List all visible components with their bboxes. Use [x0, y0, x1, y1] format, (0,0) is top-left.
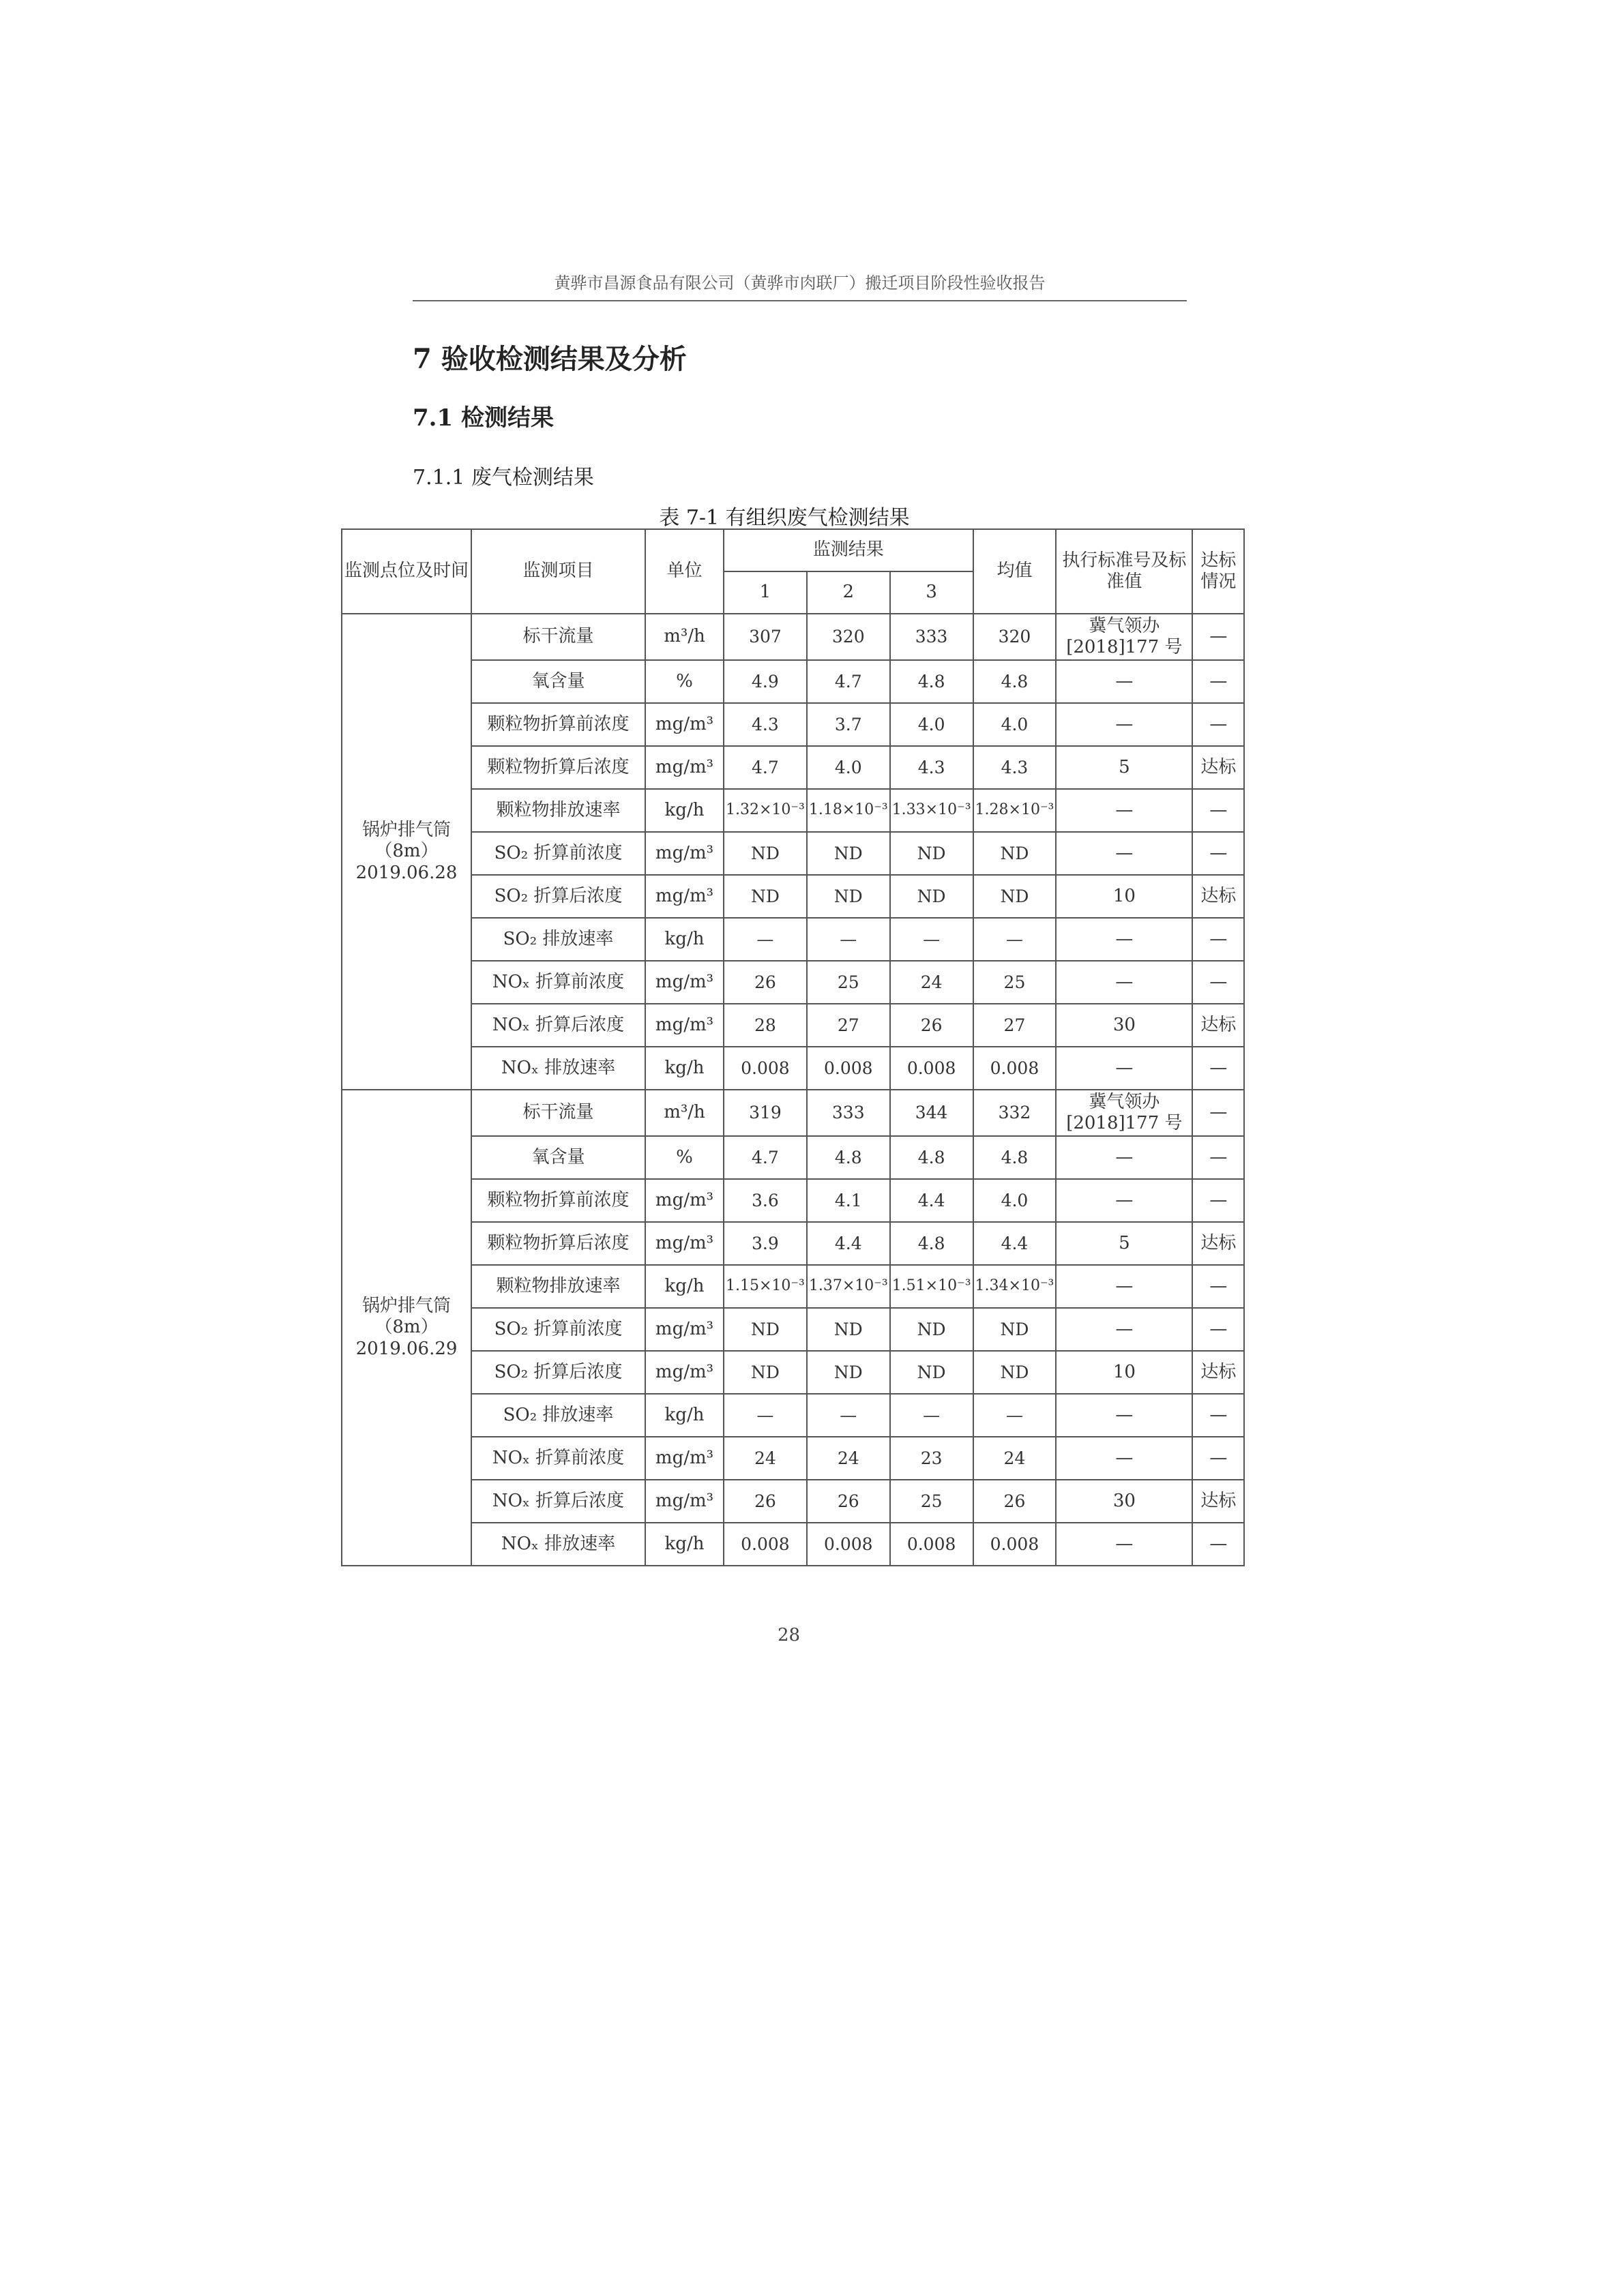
result-1-cell: 1.15×10⁻³: [724, 1265, 807, 1308]
table-row: [342, 703, 1244, 746]
mean-cell: 1.28×10⁻³: [973, 789, 1057, 832]
result-3-cell: 0.008: [890, 1047, 973, 1090]
standard-cell: —: [1056, 1179, 1192, 1222]
standard-cell: —: [1056, 1523, 1192, 1566]
standard-cell: —: [1056, 1047, 1192, 1090]
status-cell: —: [1192, 1437, 1244, 1480]
mean-cell: 0.008: [973, 1523, 1057, 1566]
table-row: [342, 1179, 1244, 1222]
item-cell: NOₓ 排放速率: [471, 1047, 645, 1090]
status-cell: 达标: [1192, 1480, 1244, 1523]
status-cell: —: [1192, 1047, 1244, 1090]
result-2-cell: 4.7: [807, 660, 890, 703]
table-row: [342, 1437, 1244, 1480]
result-1-cell: 0.008: [724, 1047, 807, 1090]
item-cell: 氧含量: [471, 1136, 645, 1179]
result-2-cell: ND: [807, 832, 890, 875]
item-cell: NOₓ 折算后浓度: [471, 1480, 645, 1523]
table-row: [342, 746, 1244, 789]
result-1-cell: ND: [724, 832, 807, 875]
result-3-cell: 4.8: [890, 660, 973, 703]
item-cell: 标干流量: [471, 1090, 645, 1136]
standard-cell: —: [1056, 1308, 1192, 1351]
result-2-cell: 26: [807, 1480, 890, 1523]
table-caption: 表 7-1 有组织废气检测结果: [659, 506, 910, 530]
standard-cell: —: [1056, 918, 1192, 961]
status-cell: 达标: [1192, 746, 1244, 789]
unit-cell: mg/m³: [645, 1179, 724, 1222]
result-2-cell: 333: [807, 1090, 890, 1136]
mean-cell: 4.0: [973, 1179, 1057, 1222]
item-cell: 颗粒物折算前浓度: [471, 703, 645, 746]
result-3-cell: ND: [890, 1351, 973, 1394]
table-row: [342, 1136, 1244, 1179]
result-3-cell: 4.8: [890, 1136, 973, 1179]
result-1-cell: ND: [724, 1351, 807, 1394]
standard-cell: —: [1056, 961, 1192, 1004]
mean-cell: 4.3: [973, 746, 1057, 789]
mean-cell: ND: [973, 832, 1057, 875]
standard-cell: 5: [1056, 746, 1192, 789]
unit-cell: mg/m³: [645, 1437, 724, 1480]
result-2-cell: —: [807, 918, 890, 961]
result-2-cell: 1.37×10⁻³: [807, 1265, 890, 1308]
result-3-cell: 0.008: [890, 1523, 973, 1566]
location-cell: 锅炉排气筒（8m）2019.06.29: [342, 1090, 471, 1566]
status-cell: 达标: [1192, 1004, 1244, 1047]
item-cell: 标干流量: [471, 614, 645, 660]
mean-cell: —: [973, 918, 1057, 961]
unit-cell: mg/m³: [645, 703, 724, 746]
status-cell: —: [1192, 614, 1244, 660]
unit-cell: mg/m³: [645, 961, 724, 1004]
unit-cell: mg/m³: [645, 1004, 724, 1047]
result-3-cell: —: [890, 918, 973, 961]
result-2-cell: ND: [807, 875, 890, 918]
unit-cell: kg/h: [645, 789, 724, 832]
result-3-cell: 26: [890, 1004, 973, 1047]
header-item: 监测项目: [471, 529, 645, 614]
mean-cell: ND: [973, 1308, 1057, 1351]
item-cell: SO₂ 折算前浓度: [471, 832, 645, 875]
standard-cell: —: [1056, 1437, 1192, 1480]
result-1-cell: 1.32×10⁻³: [724, 789, 807, 832]
result-3-cell: 344: [890, 1090, 973, 1136]
header-results: 监测结果: [724, 529, 973, 571]
item-cell: NOₓ 折算前浓度: [471, 1437, 645, 1480]
item-cell: 颗粒物折算前浓度: [471, 1179, 645, 1222]
unit-cell: mg/m³: [645, 1480, 724, 1523]
standard-cell: —: [1056, 1136, 1192, 1179]
result-1-cell: 307: [724, 614, 807, 660]
result-3-cell: 4.8: [890, 1222, 973, 1265]
result-1-cell: 4.9: [724, 660, 807, 703]
mean-cell: 1.34×10⁻³: [973, 1265, 1057, 1308]
status-cell: —: [1192, 1523, 1244, 1566]
result-2-cell: 0.008: [807, 1523, 890, 1566]
table-row: [342, 961, 1244, 1004]
result-1-cell: 4.7: [724, 746, 807, 789]
mean-cell: ND: [973, 875, 1057, 918]
result-2-cell: 3.7: [807, 703, 890, 746]
mean-cell: 320: [973, 614, 1057, 660]
mean-cell: 4.0: [973, 703, 1057, 746]
result-3-cell: ND: [890, 1308, 973, 1351]
result-1-cell: 319: [724, 1090, 807, 1136]
header-r1: 1: [724, 571, 807, 614]
result-1-cell: ND: [724, 875, 807, 918]
result-2-cell: 27: [807, 1004, 890, 1047]
table-row: [342, 1351, 1244, 1394]
item-cell: NOₓ 折算后浓度: [471, 1004, 645, 1047]
result-1-cell: ND: [724, 1308, 807, 1351]
result-2-cell: 4.4: [807, 1222, 890, 1265]
standard-cell: —: [1056, 660, 1192, 703]
status-cell: —: [1192, 961, 1244, 1004]
item-cell: SO₂ 排放速率: [471, 918, 645, 961]
table-row: [342, 1523, 1244, 1566]
standard-cell: 10: [1056, 1351, 1192, 1394]
unit-cell: mg/m³: [645, 1351, 724, 1394]
standard-cell: —: [1056, 703, 1192, 746]
standard-cell: 10: [1056, 875, 1192, 918]
standard-cell: 30: [1056, 1004, 1192, 1047]
mean-cell: 27: [973, 1004, 1057, 1047]
header-location: 监测点位及时间: [342, 529, 471, 614]
result-3-cell: 23: [890, 1437, 973, 1480]
item-cell: SO₂ 折算前浓度: [471, 1308, 645, 1351]
table-row: [342, 1265, 1244, 1308]
mean-cell: 25: [973, 961, 1057, 1004]
header-unit: 单位: [645, 529, 724, 614]
item-cell: 颗粒物排放速率: [471, 1265, 645, 1308]
result-1-cell: 4.3: [724, 703, 807, 746]
subsubsection-title: 7.1.1 废气检测结果: [413, 466, 594, 490]
standard-cell: 5: [1056, 1222, 1192, 1265]
result-2-cell: 25: [807, 961, 890, 1004]
status-cell: —: [1192, 1179, 1244, 1222]
standard-cell: 冀气领办[2018]177 号: [1056, 1090, 1192, 1136]
table-row: [342, 1047, 1244, 1090]
table-row: [342, 660, 1244, 703]
result-1-cell: 24: [724, 1437, 807, 1480]
status-cell: —: [1192, 789, 1244, 832]
result-1-cell: —: [724, 1394, 807, 1437]
result-3-cell: ND: [890, 832, 973, 875]
status-cell: —: [1192, 660, 1244, 703]
result-1-cell: 26: [724, 1480, 807, 1523]
item-cell: 氧含量: [471, 660, 645, 703]
unit-cell: kg/h: [645, 1394, 724, 1437]
header-mean: 均值: [973, 529, 1057, 614]
table-row: [342, 1004, 1244, 1047]
status-cell: —: [1192, 1394, 1244, 1437]
result-3-cell: 1.51×10⁻³: [890, 1265, 973, 1308]
unit-cell: kg/h: [645, 1265, 724, 1308]
header-r3: 3: [890, 571, 973, 614]
result-1-cell: 28: [724, 1004, 807, 1047]
result-3-cell: —: [890, 1394, 973, 1437]
result-2-cell: 4.8: [807, 1136, 890, 1179]
result-3-cell: 25: [890, 1480, 973, 1523]
standard-cell: 30: [1056, 1480, 1192, 1523]
running-header: 黄骅市昌源食品有限公司（黄骅市肉联厂）搬迁项目阶段性验收报告: [413, 269, 1187, 301]
result-2-cell: 4.1: [807, 1179, 890, 1222]
table-row: [342, 918, 1244, 961]
status-cell: 达标: [1192, 875, 1244, 918]
unit-cell: %: [645, 660, 724, 703]
item-cell: 颗粒物折算后浓度: [471, 746, 645, 789]
status-cell: 达标: [1192, 1222, 1244, 1265]
mean-cell: 0.008: [973, 1047, 1057, 1090]
mean-cell: 26: [973, 1480, 1057, 1523]
status-cell: —: [1192, 1308, 1244, 1351]
mean-cell: 4.4: [973, 1222, 1057, 1265]
standard-cell: 冀气领办[2018]177 号: [1056, 614, 1192, 660]
standard-cell: —: [1056, 832, 1192, 875]
status-cell: —: [1192, 1090, 1244, 1136]
result-1-cell: 4.7: [724, 1136, 807, 1179]
table-row: [342, 875, 1244, 918]
result-3-cell: ND: [890, 875, 973, 918]
result-1-cell: 3.6: [724, 1179, 807, 1222]
unit-cell: mg/m³: [645, 746, 724, 789]
status-cell: 达标: [1192, 1351, 1244, 1394]
status-cell: —: [1192, 703, 1244, 746]
unit-cell: mg/m³: [645, 1308, 724, 1351]
exhaust-gas-results-table: [341, 528, 1245, 1566]
result-3-cell: 333: [890, 614, 973, 660]
result-2-cell: 320: [807, 614, 890, 660]
result-3-cell: 24: [890, 961, 973, 1004]
unit-cell: mg/m³: [645, 832, 724, 875]
result-1-cell: 3.9: [724, 1222, 807, 1265]
result-1-cell: —: [724, 918, 807, 961]
status-cell: —: [1192, 1265, 1244, 1308]
unit-cell: kg/h: [645, 918, 724, 961]
mean-cell: ND: [973, 1351, 1057, 1394]
unit-cell: m³/h: [645, 1090, 724, 1136]
result-2-cell: ND: [807, 1308, 890, 1351]
unit-cell: mg/m³: [645, 1222, 724, 1265]
result-2-cell: 1.18×10⁻³: [807, 789, 890, 832]
section-title: 7 验收检测结果及分析: [413, 343, 687, 375]
location-cell: 锅炉排气筒（8m）2019.06.28: [342, 614, 471, 1090]
item-cell: NOₓ 排放速率: [471, 1523, 645, 1566]
mean-cell: 24: [973, 1437, 1057, 1480]
table-row: [342, 614, 1244, 660]
header-status: 达标情况: [1192, 529, 1244, 614]
header-standard: 执行标准号及标准值: [1056, 529, 1192, 614]
mean-cell: 4.8: [973, 1136, 1057, 1179]
item-cell: NOₓ 折算前浓度: [471, 961, 645, 1004]
unit-cell: mg/m³: [645, 875, 724, 918]
table-row: [342, 1480, 1244, 1523]
item-cell: 颗粒物排放速率: [471, 789, 645, 832]
result-2-cell: —: [807, 1394, 890, 1437]
subsection-title: 7.1 检测结果: [413, 404, 554, 432]
page-number: 28: [778, 1625, 801, 1645]
standard-cell: —: [1056, 1265, 1192, 1308]
result-2-cell: 0.008: [807, 1047, 890, 1090]
header-r2: 2: [807, 571, 890, 614]
standard-cell: —: [1056, 789, 1192, 832]
status-cell: —: [1192, 832, 1244, 875]
table-row: [342, 789, 1244, 832]
result-3-cell: 4.4: [890, 1179, 973, 1222]
item-cell: 颗粒物折算后浓度: [471, 1222, 645, 1265]
item-cell: SO₂ 排放速率: [471, 1394, 645, 1437]
table-row: [342, 1090, 1244, 1136]
mean-cell: 4.8: [973, 660, 1057, 703]
table-row: [342, 1222, 1244, 1265]
result-1-cell: 26: [724, 961, 807, 1004]
result-3-cell: 4.3: [890, 746, 973, 789]
table-row: [342, 1308, 1244, 1351]
unit-cell: m³/h: [645, 614, 724, 660]
item-cell: SO₂ 折算后浓度: [471, 875, 645, 918]
table-row: [342, 1394, 1244, 1437]
standard-cell: —: [1056, 1394, 1192, 1437]
result-3-cell: 1.33×10⁻³: [890, 789, 973, 832]
mean-cell: —: [973, 1394, 1057, 1437]
result-1-cell: 0.008: [724, 1523, 807, 1566]
mean-cell: 332: [973, 1090, 1057, 1136]
result-2-cell: ND: [807, 1351, 890, 1394]
status-cell: —: [1192, 1136, 1244, 1179]
table-row: [342, 832, 1244, 875]
item-cell: SO₂ 折算后浓度: [471, 1351, 645, 1394]
result-2-cell: 4.0: [807, 746, 890, 789]
result-3-cell: 4.0: [890, 703, 973, 746]
result-2-cell: 24: [807, 1437, 890, 1480]
unit-cell: kg/h: [645, 1047, 724, 1090]
unit-cell: kg/h: [645, 1523, 724, 1566]
unit-cell: %: [645, 1136, 724, 1179]
status-cell: —: [1192, 918, 1244, 961]
